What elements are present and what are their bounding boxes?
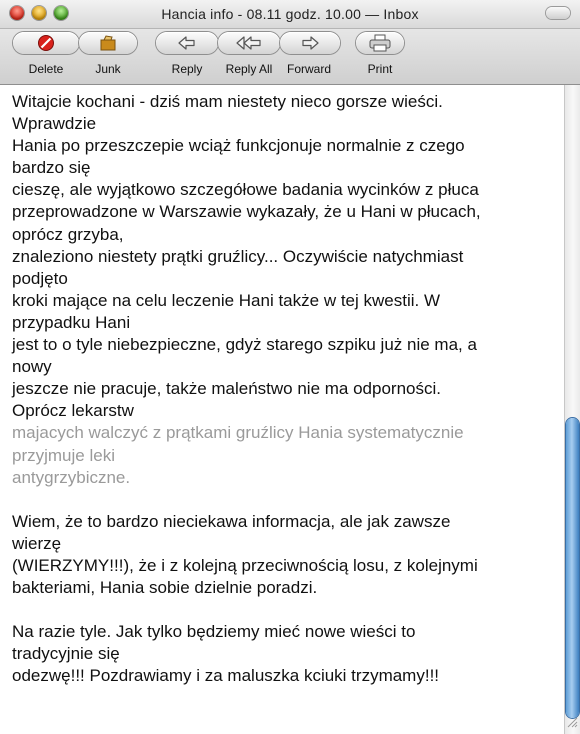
message-line: znaleziono niestety prątki gruźlicy... Oczywiście natychmiast [12, 246, 464, 266]
delete-button[interactable] [13, 32, 79, 54]
message-line: przypadku Hani [12, 312, 131, 332]
printer-icon [368, 34, 392, 52]
reply-arrow-icon [176, 34, 198, 52]
message-line: kroki mające na celu leczenie Hani także w tej kwestii. W [12, 290, 440, 310]
message-line: Oprócz lekarstw [12, 401, 134, 421]
message-line: wierzę [12, 533, 62, 553]
message-line: nowy [12, 357, 52, 377]
vertical-scrollbar[interactable] [564, 85, 580, 734]
message-line: cieszę, ale wyjątkowo szczegółowe badania wycinków z płuca [12, 180, 479, 200]
print-button[interactable] [356, 32, 404, 54]
message-line: Hania po przeszczepie wciąż funkcjonuje normalnie z czego [12, 136, 465, 156]
message-line: Wiem, że to bardzo nieciekawa informacja, ale jak zawsze [12, 511, 451, 531]
forward-button[interactable] [280, 32, 340, 54]
delete-label: Delete [28, 62, 64, 76]
resize-grip-icon[interactable] [566, 716, 578, 728]
forward-label: Forward [286, 62, 331, 76]
message-line: odezwę!!! Pozdrawiamy i za maluszka kciuki trzymamy!!! [12, 666, 440, 686]
reply-all-label: Reply All [225, 62, 273, 76]
message-line: Wprawdzie [12, 114, 97, 134]
reply-label: Reply [171, 62, 203, 76]
message-text [12, 91, 557, 688]
reply-all-icon [235, 34, 263, 52]
reply-all-button[interactable] [218, 32, 280, 54]
reply-button[interactable] [156, 32, 218, 54]
toolbar [0, 29, 580, 85]
message-line: Witajcie kochani - dziś mam niestety nieco gorsze wieści. [12, 92, 443, 111]
print-label: Print [367, 62, 393, 76]
message-line: bardzo się [12, 158, 91, 178]
message-line: majacych walczyć z prątkami gruźlicy Hania systematycznie [12, 423, 464, 443]
scrollbar-thumb[interactable] [566, 418, 579, 718]
message-line: przeprowadzone w Warszawie wykazały, że u Hani w płucach, [12, 202, 481, 222]
message-line [12, 599, 557, 621]
forward-arrow-icon [299, 34, 321, 52]
message-line: podjęto [12, 268, 68, 288]
message-line: przyjmuje leki [12, 445, 115, 465]
message-line [12, 489, 557, 511]
window-title: Hancia info - 08.11 godz. 10.00 — Inbox [161, 6, 419, 22]
message-line: jeszcze nie pracuje, także maleństwo nie ma odporności. [12, 379, 441, 399]
message-body[interactable] [0, 85, 564, 734]
message-line: oprócz grzyba, [12, 224, 124, 244]
title-bar[interactable] [0, 0, 580, 29]
junk-icon [97, 34, 119, 52]
message-line: Na razie tyle. Jak tylko będziemy mieć nowe wieści to [12, 622, 416, 642]
junk-label: Junk [95, 62, 121, 76]
message-line: tradycyjnie się [12, 644, 120, 664]
message-line: bakteriami, Hania sobie dzielnie poradzi. [12, 578, 318, 598]
message-line: (WIERZYMY!!!), że i z kolejną przeciwnością losu, z kolejnymi [12, 555, 478, 575]
message-line: antygrzybiczne. [12, 467, 131, 487]
junk-button[interactable] [79, 32, 137, 54]
delete-icon [36, 34, 56, 52]
toolbar-toggle-button[interactable] [546, 7, 570, 19]
message-line: jest to o tyle niebezpieczne, gdyż starego szpiku już nie ma, a [12, 335, 477, 355]
